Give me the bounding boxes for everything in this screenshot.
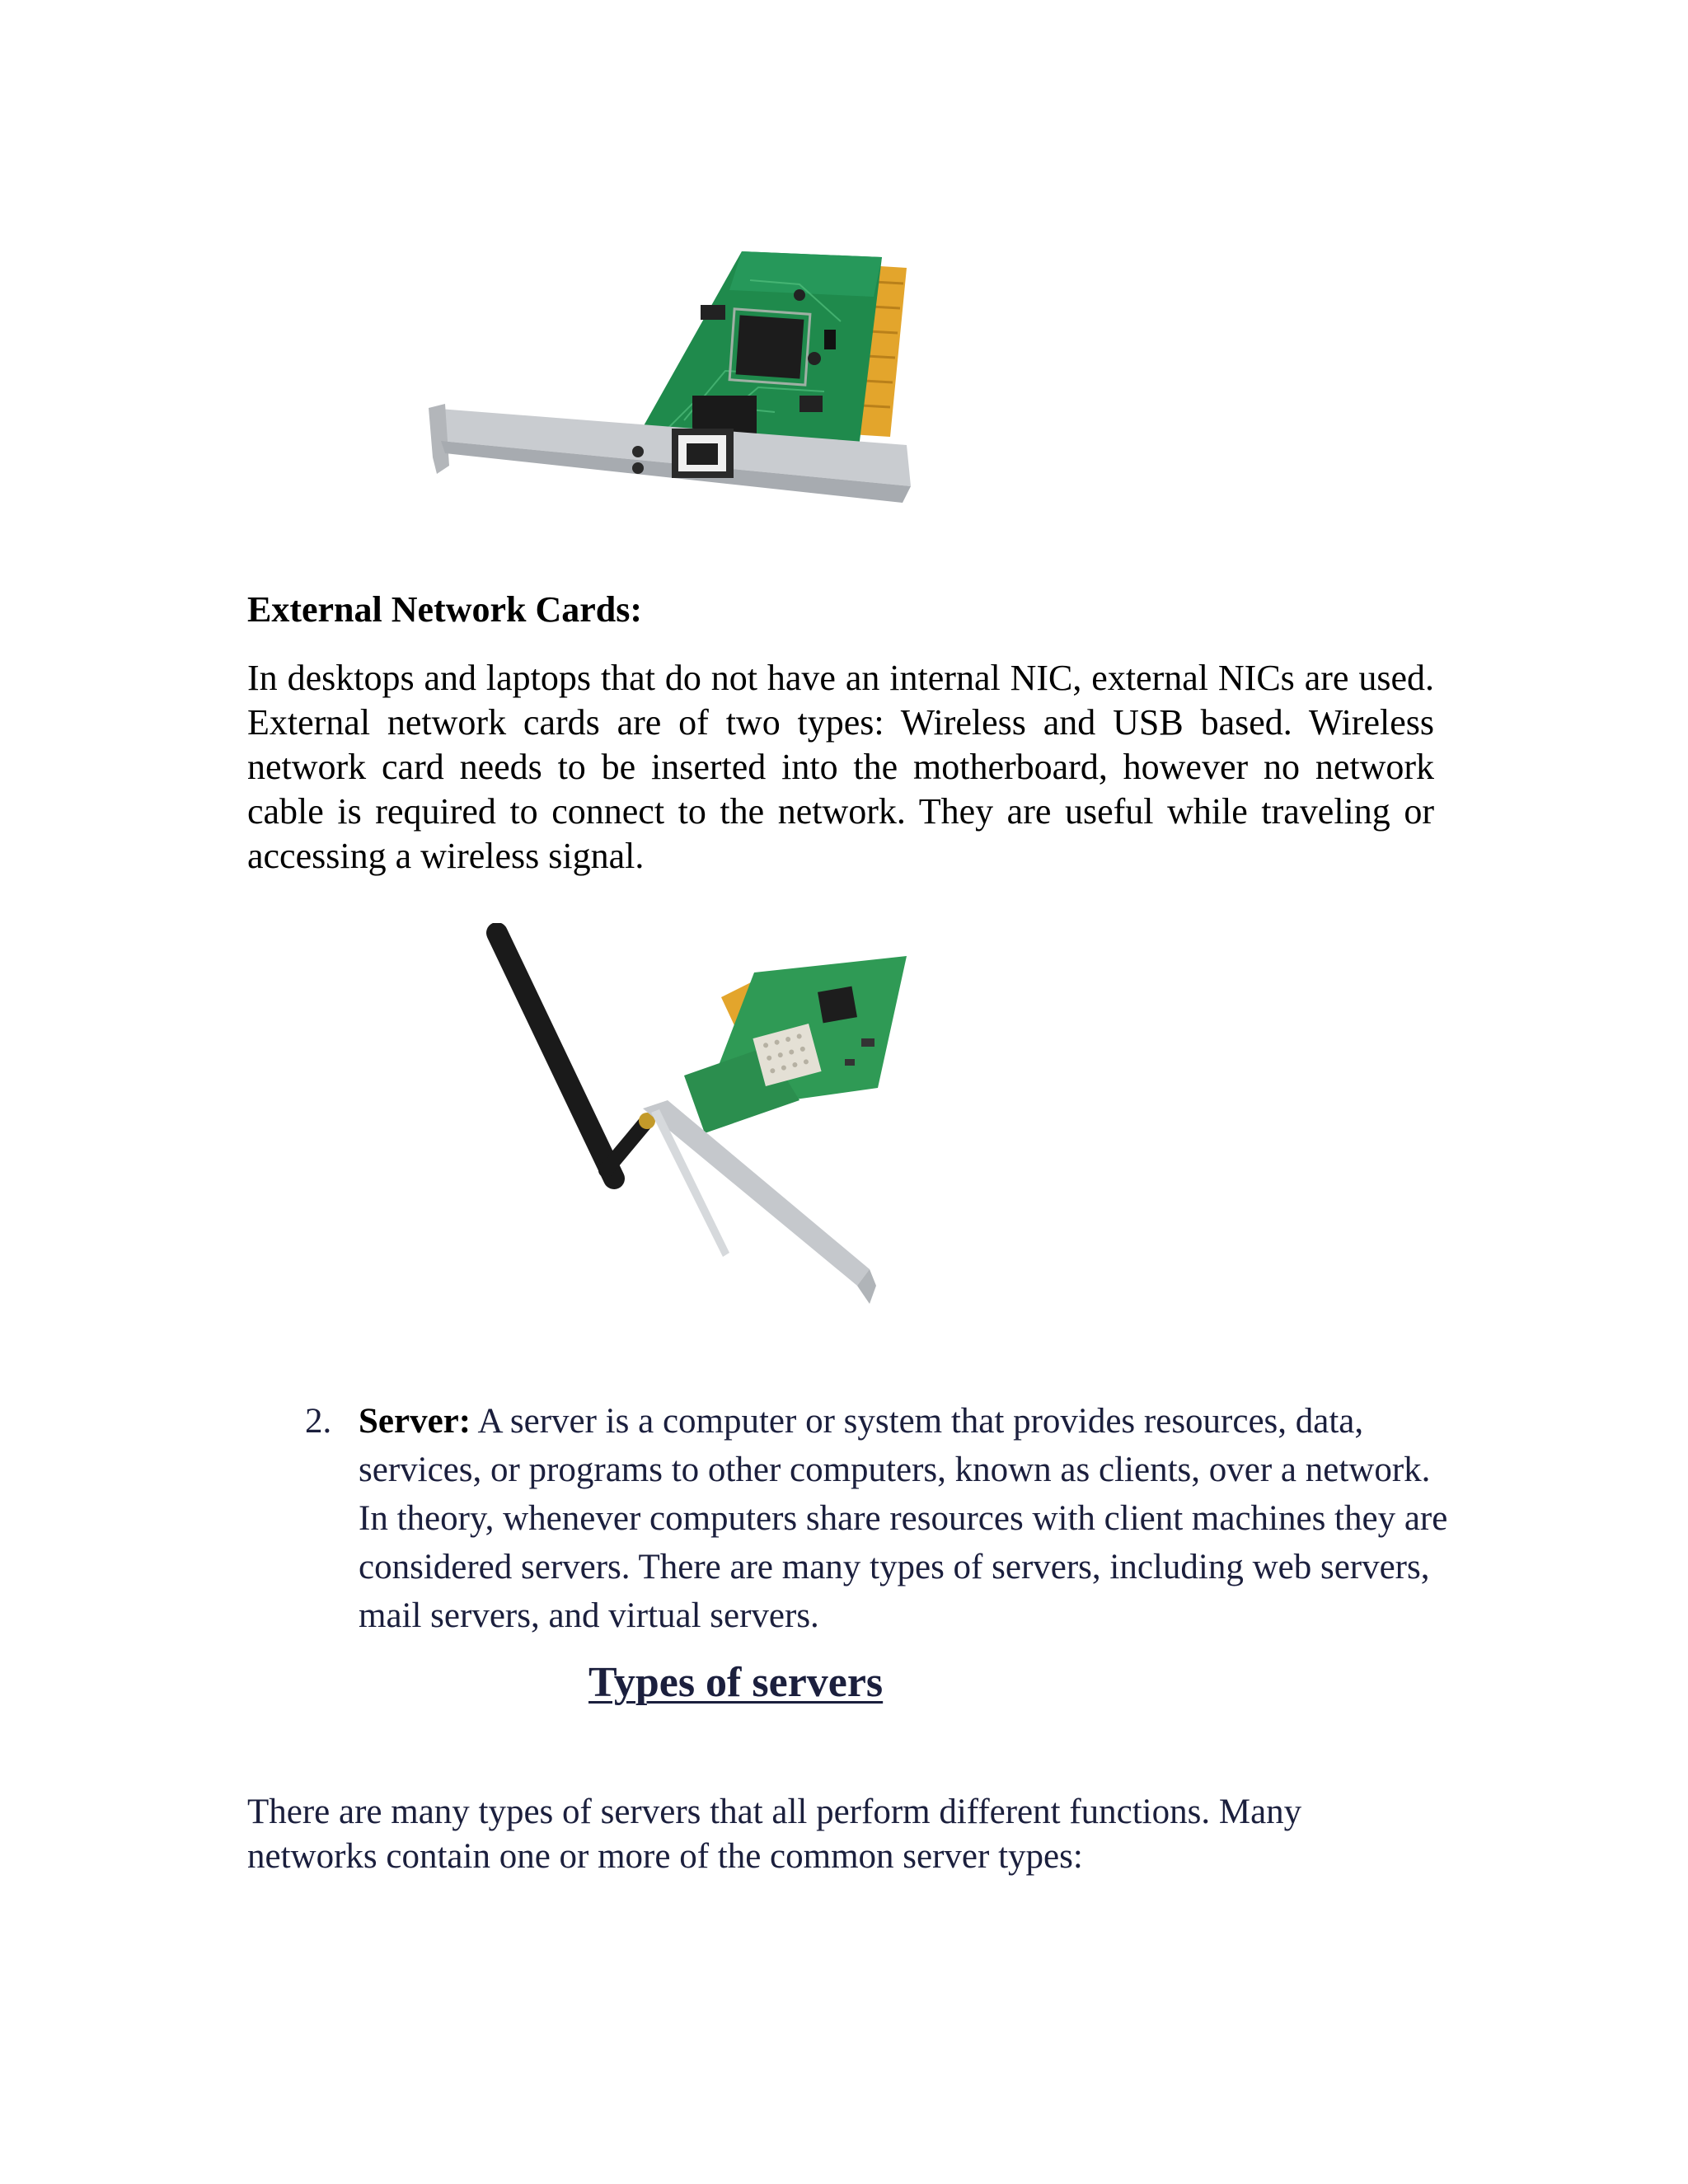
pci-network-card-icon <box>412 247 923 532</box>
nic-card-image <box>412 247 923 532</box>
server-text: A server is a computer or system that provides resources, data, services, or programs to other computers, known as clients, over a network. In theory, whenever computers share resources with client machines they are considered servers. There are many types of servers, including web servers, mail servers, and virtual servers. <box>359 1402 1448 1635</box>
server-description <box>359 1397 1455 1640</box>
list-item-server <box>305 1397 1455 1640</box>
section-heading-external-cards: External Network Cards: <box>247 589 643 630</box>
wireless-card-image <box>482 923 919 1319</box>
external-cards-paragraph: In desktops and laptops that do not have an internal NIC, external NICs are used. External network cards are of two types: Wireless and USB based. Wireless network card needs to be inserted into the motherboard, however no network cable is required to connect to the network. They are useful while traveling or accessing a wireless signal. <box>247 658 1434 876</box>
types-of-servers-heading: Types of servers <box>588 1659 884 1706</box>
server-term: Server: <box>359 1402 471 1441</box>
types-of-servers-paragraph: There are many types of servers that all perform different functions. Many networks contain one or more of the common server types: <box>247 1793 1302 1876</box>
list-number: 2. <box>305 1402 332 1441</box>
wireless-network-card-antenna-icon <box>482 923 919 1319</box>
